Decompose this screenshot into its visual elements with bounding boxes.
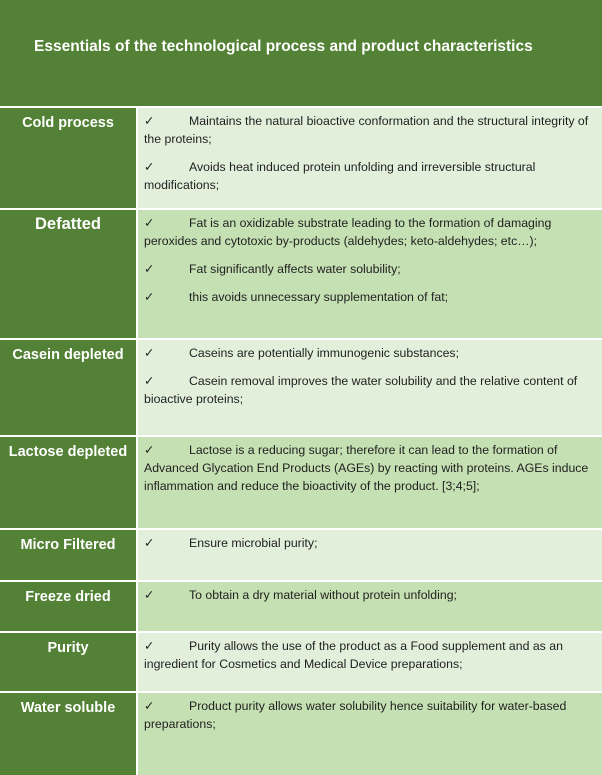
list-item [144,344,592,362]
checkmark-icon: ✓ [144,588,155,602]
row-label: Casein depleted [0,340,138,435]
item-text: Fat is an oxidizable substrate leading to the formation of damaging peroxides and cytotoxic by-products (aldehydes; keto-aldehydes; etc…); [144,216,552,248]
row-content [138,108,602,208]
table-row-purity [0,633,602,693]
row-content [138,693,602,775]
table-row-cold-process [0,108,602,210]
list-item [144,260,592,278]
row-label: Water soluble [0,693,138,775]
row-label: Cold process [0,108,138,208]
checkmark-icon: ✓ [144,346,155,360]
list-item [144,697,592,733]
row-label: Purity [0,633,138,691]
item-text: Ensure microbial purity; [189,536,318,550]
item-text: this avoids unnecessary supplementation of fat; [189,290,449,304]
checkmark-icon: ✓ [144,290,155,304]
table-row-casein-depleted [0,340,602,437]
row-label: Micro Filtered [0,530,138,580]
list-item [144,441,592,495]
row-label: Freeze dried [0,582,138,631]
checkmark-icon: ✓ [144,114,155,128]
list-item [144,637,592,673]
list-item [144,214,592,250]
row-content [138,340,602,435]
table-row-micro-filtered [0,530,602,582]
item-text: Fat significantly affects water solubility; [189,262,401,276]
checkmark-icon: ✓ [144,262,155,276]
item-text: Casein removal improves the water solubility and the relative content of bioactive proteins; [144,374,578,406]
list-item [144,534,592,552]
row-content [138,437,602,528]
table-row-freeze-dried [0,582,602,633]
checkmark-icon: ✓ [144,374,155,388]
row-label: Defatted [0,210,138,338]
item-text: Avoids heat induced protein unfolding and irreversible structural modifications; [144,160,536,192]
row-content [138,530,602,580]
checkmark-icon: ✓ [144,443,155,457]
list-item [144,158,592,194]
row-content [138,582,602,631]
list-item [144,288,592,306]
item-text: To obtain a dry material without protein unfolding; [189,588,457,602]
item-text: Purity allows the use of the product as a Food supplement and as an ingredient for Cosmetics and Medical Device preparations; [144,639,563,671]
list-item [144,586,592,604]
table-row-water-soluble [0,693,602,775]
list-item [144,112,592,148]
table-title: Essentials of the technological process and product characteristics [0,0,602,108]
row-content [138,633,602,691]
row-content [138,210,602,338]
row-label: Lactose depleted [0,437,138,528]
checkmark-icon: ✓ [144,536,155,550]
item-text: Maintains the natural bioactive conformation and the structural integrity of the proteins; [144,114,589,146]
checkmark-icon: ✓ [144,699,155,713]
checkmark-icon: ✓ [144,160,155,174]
list-item [144,372,592,408]
table-row-defatted [0,210,602,340]
checkmark-icon: ✓ [144,639,155,653]
item-text: Lactose is a reducing sugar; therefore it can lead to the formation of Advanced Glycation End Products (AGEs) by reacting with proteins. AGEs induce inflammation and reduce the bioactivity of the product. [3;4;5]; [144,443,589,493]
table-row-lactose-depleted [0,437,602,530]
checkmark-icon: ✓ [144,216,155,230]
item-text: Caseins are potentially immunogenic substances; [189,346,459,360]
item-text: Product purity allows water solubility hence suitability for water-based preparations; [144,699,567,731]
